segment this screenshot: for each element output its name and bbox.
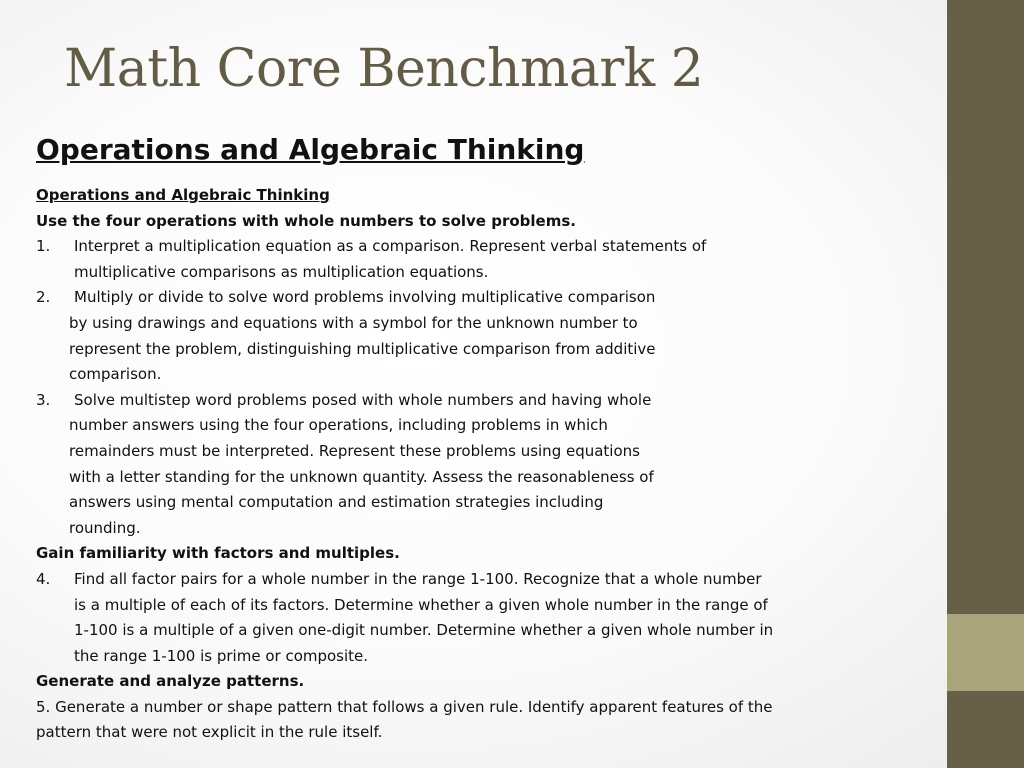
item-2-number: 2. bbox=[36, 288, 51, 307]
item-3-line-2: number answers using the four operations, including problems in which bbox=[69, 416, 608, 435]
item-4-number: 4. bbox=[36, 569, 51, 588]
item-3-line-3: remainders must be interpreted. Represent these problems using equations bbox=[69, 441, 640, 460]
item-4-line-3: 1-100 is a multiple of a given one-digit number. Determine whether a given whole number in bbox=[74, 621, 774, 640]
item-1-line-1 bbox=[36, 234, 941, 260]
item-1-number: 1. bbox=[36, 237, 51, 256]
slide-title: Math Core Benchmark 2 bbox=[64, 39, 704, 99]
item-5-line-2: pattern that were not explicit in the rule itself. bbox=[36, 723, 383, 742]
item-4-line-2: is a multiple of each of its factors. Determine whether a given whole number in the range of bbox=[74, 595, 768, 614]
item-2-line-1 bbox=[36, 285, 941, 311]
side-accent-block bbox=[947, 614, 1024, 691]
item-1-text: Interpret a multiplication equation as a comparison. Represent verbal statements of bbox=[74, 237, 707, 256]
item-1-line-2: multiplicative comparisons as multiplication equations. bbox=[74, 262, 489, 281]
item-2-line-2: by using drawings and equations with a symbol for the unknown number to bbox=[69, 313, 638, 332]
item-3-line-6: rounding. bbox=[69, 518, 141, 537]
item-3-number: 3. bbox=[36, 390, 51, 409]
cluster-heading-patterns: Generate and analyze patterns. bbox=[36, 672, 305, 691]
item-3-line-5: answers using mental computation and estimation strategies including bbox=[69, 493, 604, 512]
item-4-line-1 bbox=[36, 567, 941, 593]
cluster-heading-factors: Gain familiarity with factors and multiples. bbox=[36, 544, 400, 563]
item-3-line-1 bbox=[36, 388, 941, 414]
item-3-text: Solve multistep word problems posed with whole numbers and having whole bbox=[74, 390, 652, 409]
sub-heading: Operations and Algebraic Thinking bbox=[36, 186, 330, 204]
item-2-line-4: comparison. bbox=[69, 365, 162, 384]
item-4-line-4: the range 1-100 is prime or composite. bbox=[74, 646, 369, 665]
item-2-line-3: represent the problem, distinguishing multiplicative comparison from additive bbox=[69, 339, 656, 358]
section-heading: Operations and Algebraic Thinking bbox=[36, 133, 585, 166]
slide-content bbox=[36, 133, 941, 746]
item-5-line-1: 5. Generate a number or shape pattern that follows a given rule. Identify apparent features of the bbox=[36, 697, 773, 716]
item-3-line-4: with a letter standing for the unknown quantity. Assess the reasonableness of bbox=[69, 467, 654, 486]
cluster-heading-operations: Use the four operations with whole numbers to solve problems. bbox=[36, 211, 576, 230]
item-2-text: Multiply or divide to solve word problems involving multiplicative comparison bbox=[74, 288, 656, 307]
item-4-text: Find all factor pairs for a whole number in the range 1-100. Recognize that a whole number bbox=[74, 569, 762, 588]
